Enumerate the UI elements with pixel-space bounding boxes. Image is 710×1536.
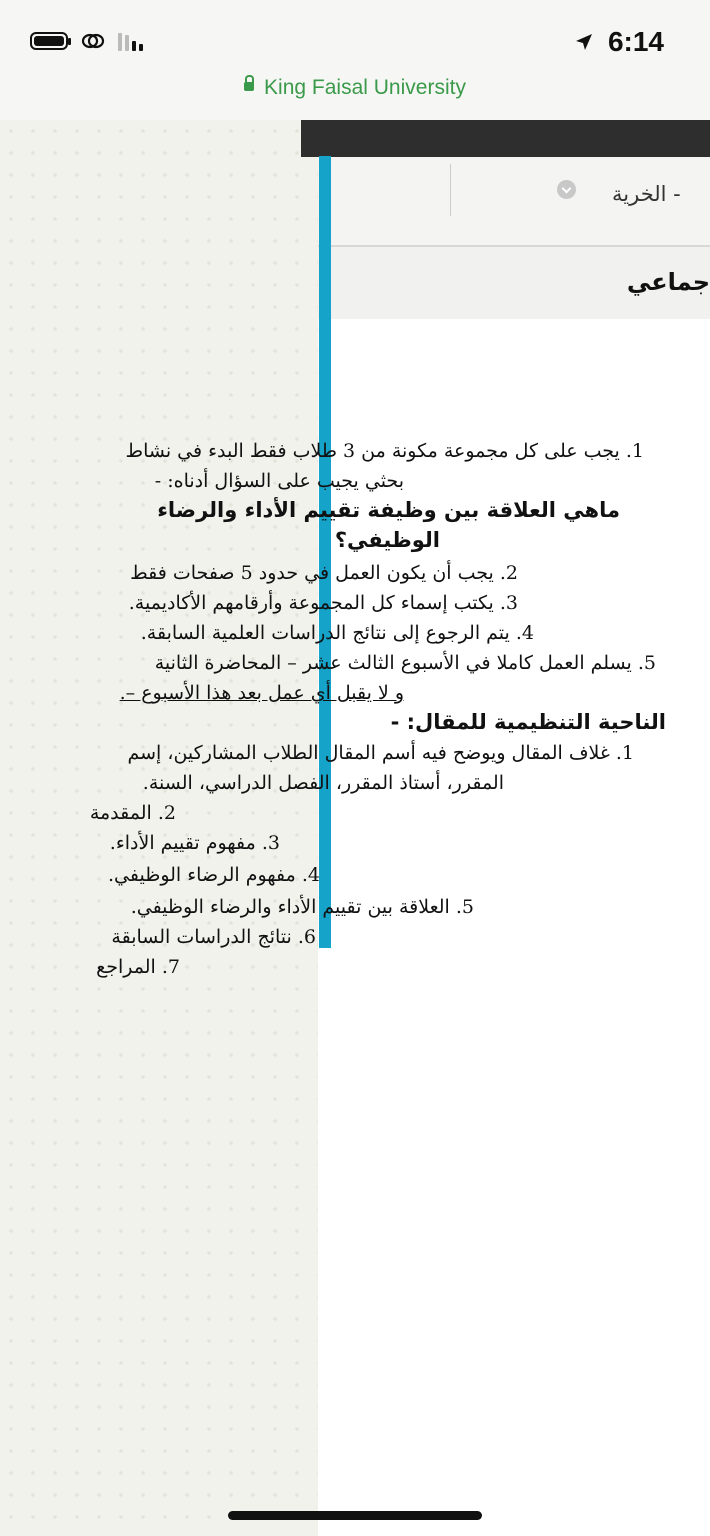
site-name: King Faisal University	[264, 76, 466, 99]
instruction-5: 5. يسلم العمل كاملا في الأسبوع الثالث عشر – المحاضرة الثانية	[154, 652, 656, 674]
status-icons-right	[574, 26, 664, 58]
outline-3: 3. مفهوم تقييم الأداء.	[109, 832, 280, 854]
status-bar	[0, 0, 710, 120]
outline-6: 6. نتائج الدراسات السابقة	[111, 926, 316, 948]
research-question-cont: الوظيفي؟	[334, 528, 440, 552]
clock: 6:14	[607, 26, 664, 57]
outline-4: 4. مفهوم الرضاء الوظيفي.	[107, 864, 320, 886]
outline-2: 2. المقدمة	[89, 802, 176, 824]
panel-header-bar	[301, 120, 710, 157]
instruction-4: 4. يتم الرجوع إلى نتائج الدراسات العلمية السابقة.	[140, 622, 534, 644]
outline-5: 5. العلاقة بين تقييم الأداء والرضاء الوظيفي.	[130, 896, 474, 918]
chevron-down-icon[interactable]	[557, 180, 576, 199]
instruction-5-cont: و لا يقبل أي عمل بعد هذا الأسبوع –.	[119, 682, 404, 704]
organization-heading: الناحية التنظيمية للمقال: -	[390, 710, 666, 734]
instruction-1-cont: بحثي يجيب على السؤال أدناه: -	[154, 470, 404, 492]
tab-dropdown-label[interactable]: - الخرية	[612, 182, 681, 206]
content-panel	[318, 120, 710, 1536]
home-indicator[interactable]	[228, 1511, 482, 1520]
lock-icon	[244, 82, 254, 91]
section-title: جماعي	[626, 268, 710, 296]
tab-divider	[450, 164, 451, 216]
battery-icon	[30, 32, 68, 50]
scroll-handle[interactable]	[319, 156, 331, 948]
instruction-1: 1. يجب على كل مجموعة مكونة من 3 طلاب فقط البدء في نشاط	[125, 440, 644, 462]
location-arrow-icon	[574, 32, 594, 52]
research-question: ماهي العلاقة بين وظيفة تقييم الأداء والرضاء	[157, 498, 620, 522]
address-bar[interactable]	[0, 76, 710, 100]
link-icon	[80, 30, 106, 52]
outline-1-cont: المقرر، أستاذ المقرر، الفصل الدراسي، السنة.	[142, 772, 504, 794]
signal-icon	[118, 31, 143, 51]
instruction-2: 2. يجب أن يكون العمل في حدود 5 صفحات فقط	[130, 562, 518, 584]
outline-1: 1. غلاف المقال ويوضح فيه أسم المقال الطلاب المشاركين، إسم	[127, 742, 634, 764]
instruction-3: 3. يكتب إسماء كل المجموعة وأرقامهم الأكاديمية.	[128, 592, 518, 614]
status-icons-left	[30, 30, 143, 52]
outline-7: 7. المراجع	[96, 956, 180, 978]
